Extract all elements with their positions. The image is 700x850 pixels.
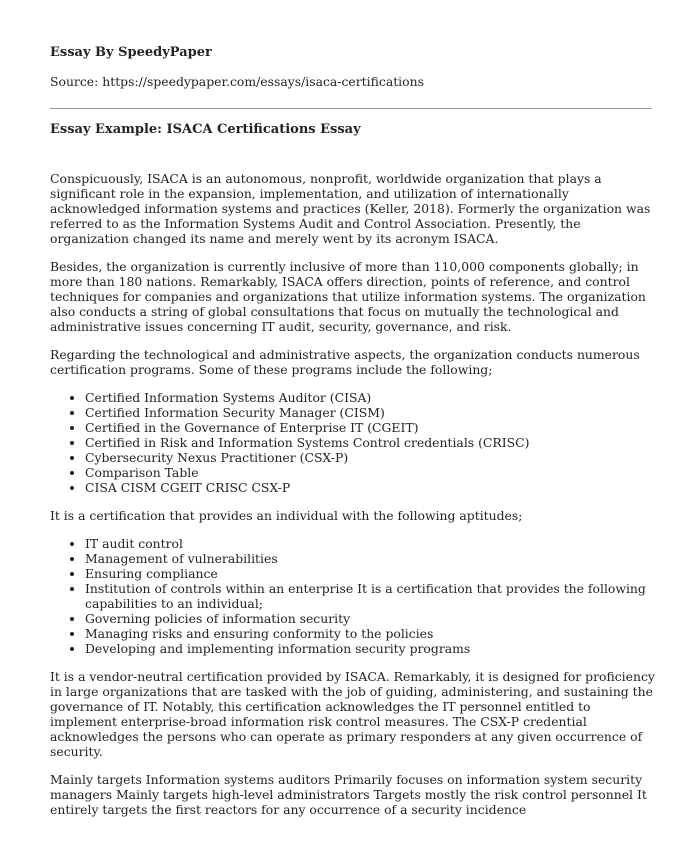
list-item: • Developing and implementing information security programs — [85, 641, 656, 656]
aptitude-list — [50, 536, 656, 656]
essay-title: Essay Example: ISACA Certifications Essay — [50, 122, 361, 137]
source-line: Source: https://speedypaper.com/essays/isaca-certifications — [50, 74, 424, 89]
list-item: • Institution of controls within an enterprise It is a certification that provides the following capabilities to an individual; — [85, 581, 656, 611]
list-item: • Management of vulnerabilities — [85, 551, 656, 566]
paragraph-6: Mainly targets Information systems auditors Primarily focuses on information system security managers Mainly targets high-level administrators Targets mostly the risk control personnel It entirely targets the first reactors for any occurrence of a security incidence — [50, 772, 647, 817]
list-item: • Certified in the Governance of Enterprise IT (CGEIT) — [85, 420, 656, 435]
certification-list — [50, 390, 656, 495]
paragraph-5: It is a vendor-neutral certification provided by ISACA. Remarkably, it is designed for proficiency in large organizations that are tasked with the job of guiding, administering, and sustaining the governance of IT. Notably, this certification acknowledges the IT personnel entitled to implement enterprise-broad information risk control measures. The CSX-P credential acknowledges the persons who can operate as primary responders at any given occurrence of security. — [50, 669, 655, 759]
divider — [50, 108, 652, 109]
paragraph-1: Conspicuously, ISACA is an autonomous, nonprofit, worldwide organization that plays a significant role in the expansion, implementation, and utilization of internationally acknowledged information systems and practices (Keller, 2018). Formerly the organization was referred to as the Information Systems Audit and Control Association. Presently, the organization changed its name and merely went by its acronym ISACA. — [50, 171, 651, 246]
list-item: • Cybersecurity Nexus Practitioner (CSX-P) — [85, 450, 656, 465]
paragraph-3: Regarding the technological and administrative aspects, the organization conducts numerous certification programs. Some of these programs include the following; — [50, 347, 640, 377]
essay-body — [50, 171, 656, 830]
list-item: • Certified Information Systems Auditor (CISA) — [85, 390, 656, 405]
list-item: • Certified in Risk and Information Systems Control credentials (CRISC) — [85, 435, 656, 450]
list-item: • Ensuring compliance — [85, 566, 656, 581]
list-item: • Comparison Table — [85, 465, 656, 480]
paragraph-4: It is a certification that provides an individual with the following aptitudes; — [50, 508, 523, 523]
list-item: • Governing policies of information security — [85, 611, 656, 626]
list-item: • CISA CISM CGEIT CRISC CSX-P — [85, 480, 656, 495]
list-item: • Certified Information Security Manager (CISM) — [85, 405, 656, 420]
list-item: • Managing risks and ensuring conformity to the policies — [85, 626, 656, 641]
list-item: • IT audit control — [85, 536, 656, 551]
paragraph-2: Besides, the organization is currently inclusive of more than 110,000 components globally; in more than 180 nations. Remarkably, ISACA offers direction, points of reference, and control techniques for companies and organizations that utilize information systems. The organization also conducts a string of global consultations that focus on mutually the technological and administrative issues concerning IT audit, security, governance, and risk. — [50, 259, 646, 334]
site-header-title: Essay By SpeedyPaper — [50, 45, 212, 60]
